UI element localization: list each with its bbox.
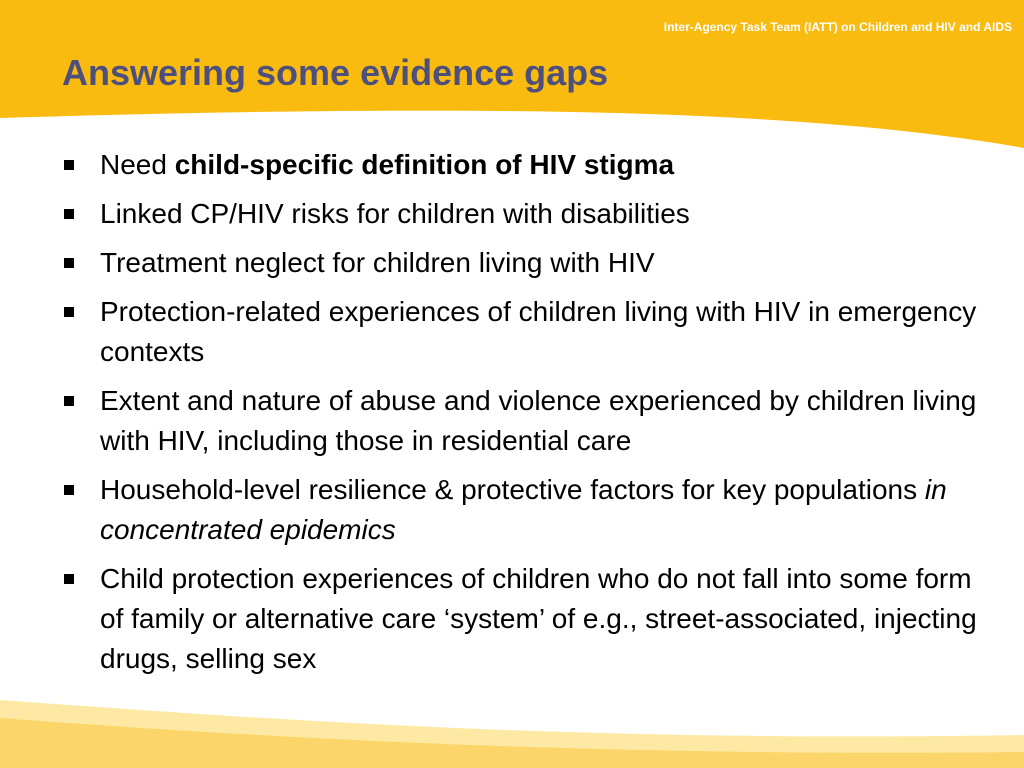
bullet-italic-text: in concentrated epidemics — [100, 474, 947, 545]
bullet-bold-text: child-specific definition of HIV stigma — [174, 149, 675, 180]
list-item — [62, 559, 992, 679]
square-bullet-icon — [64, 209, 74, 219]
square-bullet-icon — [64, 160, 74, 170]
square-bullet-icon — [64, 258, 74, 268]
bullet-text: Protection-related experiences of children living with HIV in emergency contexts — [100, 296, 977, 367]
slide-title: Answering some evidence gaps — [62, 52, 609, 93]
list-item — [62, 292, 992, 372]
square-bullet-icon — [64, 574, 74, 584]
bullet-text: Household-level resilience & protective factors for key populations — [100, 474, 925, 505]
list-item — [62, 470, 992, 550]
list-item — [62, 145, 992, 185]
bullet-text: Treatment neglect for children living with HIV — [100, 247, 655, 278]
bullet-text: Linked CP/HIV risks for children with disabilities — [100, 198, 690, 229]
list-item — [62, 243, 992, 283]
square-bullet-icon — [64, 307, 74, 317]
organization-name: Inter-Agency Task Team (IATT) on Children and HIV and AIDS — [663, 20, 1012, 34]
list-item — [62, 194, 992, 234]
bullet-text: Child protection experiences of children who do not fall into some form of family or alternative care ‘system’ of e.g., street-associated, injecting drugs, selling sex — [100, 563, 977, 674]
list-item — [62, 381, 992, 461]
evidence-gaps-list — [62, 145, 992, 688]
bullet-text: Extent and nature of abuse and violence experienced by children living with HIV, including those in residential care — [100, 385, 977, 456]
bullet-text: Need — [100, 149, 175, 180]
square-bullet-icon — [64, 396, 74, 406]
square-bullet-icon — [64, 485, 74, 495]
